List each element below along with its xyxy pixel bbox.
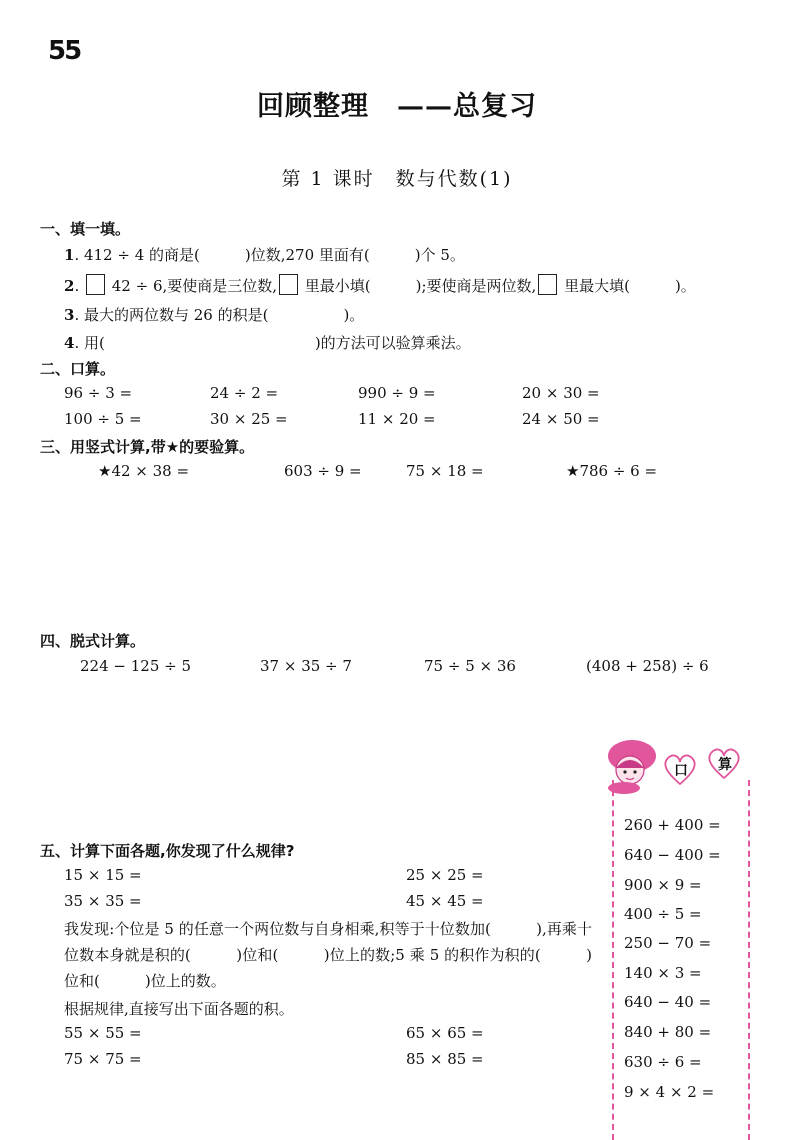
sidebar-label-kou: 口: [674, 763, 688, 779]
question-2: [64, 274, 696, 296]
sidebar-item: 640 − 40 =: [624, 993, 712, 1011]
step-calc-item: 37 × 35 ÷ 7: [260, 657, 352, 675]
question-number: 2: [64, 277, 75, 295]
mental-math-item: 100 ÷ 5 =: [64, 410, 142, 428]
page-title: 回顾整理 ——总复习: [257, 91, 537, 122]
sidebar-item: 140 × 3 =: [624, 964, 702, 982]
page-number: 55: [48, 36, 81, 66]
question-text-c: 里最小填( );要使商是两位数,: [300, 277, 537, 295]
pattern-item: 75 × 75 =: [64, 1050, 142, 1068]
question-text-b: 42 ÷ 6,要使商是三位数,: [106, 277, 278, 295]
instruction-text: 根据规律,直接写出下面各题的积。: [64, 1000, 294, 1018]
pattern-item: 45 × 45 =: [406, 892, 484, 910]
sidebar-item: 250 − 70 =: [624, 934, 712, 952]
question-1: [64, 244, 465, 265]
discovery-paragraph: 我发现:个位是 5 的任意一个两位数与自身相乘,积等于十位数加( ),再乘十位数本身就是积的( )位和( )位上的数;5 乘 5 的积作为积的( )位和( )位上的数。: [64, 920, 592, 990]
question-number: 4: [64, 334, 75, 352]
question-text: . 最大的两位数与 26 的积是( )。: [74, 306, 365, 324]
mental-math-item: 96 ÷ 3 =: [64, 384, 133, 402]
pattern-item: 85 × 85 =: [406, 1050, 484, 1068]
vertical-calc-item: 603 ÷ 9 =: [284, 462, 362, 480]
mental-math-item: 24 × 50 =: [522, 410, 600, 428]
answer-box[interactable]: [538, 274, 557, 295]
section-5-heading: 五、计算下面各题,你发现了什么规律?: [40, 842, 295, 860]
question-text-a: .: [74, 277, 84, 295]
section-4-heading: 四、脱式计算。: [40, 632, 146, 650]
sidebar-item: 630 ÷ 6 =: [624, 1053, 702, 1071]
answer-box[interactable]: [86, 274, 105, 295]
mental-math-sidebar: [612, 740, 752, 1104]
sidebar-item: 900 × 9 =: [624, 876, 702, 894]
question-text-d: 里最大填( )。: [559, 277, 696, 295]
sidebar-item: 260 + 400 =: [624, 816, 721, 834]
pattern-item: 65 × 65 =: [406, 1024, 484, 1042]
mental-math-item: 20 × 30 =: [522, 384, 600, 402]
mental-math-item: 11 × 20 =: [358, 410, 436, 428]
mental-math-item: 990 ÷ 9 =: [358, 384, 436, 402]
section-3-heading: 三、用竖式计算,带★的要验算。: [40, 438, 255, 456]
step-calc-item: 75 ÷ 5 × 36: [424, 657, 516, 675]
mental-math-item: 24 ÷ 2 =: [210, 384, 279, 402]
step-calc-item: 224 − 125 ÷ 5: [80, 657, 192, 675]
sidebar-item: 640 − 400 =: [624, 846, 721, 864]
question-number: 1: [64, 246, 75, 264]
sidebar-item: 9 × 4 × 2 =: [624, 1083, 715, 1101]
sidebar-item: 840 + 80 =: [624, 1023, 712, 1041]
question-text: . 用( )的方法可以验算乘法。: [74, 334, 471, 352]
sidebar-item: 400 ÷ 5 =: [624, 905, 702, 923]
vertical-calc-item: ★42 × 38 =: [98, 462, 190, 480]
mental-math-item: 30 × 25 =: [210, 410, 288, 428]
section-1-heading: 一、填一填。: [40, 220, 131, 238]
section-2-heading: 二、口算。: [40, 360, 116, 378]
pattern-item: 15 × 15 =: [64, 866, 142, 884]
pattern-item: 35 × 35 =: [64, 892, 142, 910]
question-3: [64, 304, 364, 325]
question-4: [64, 332, 471, 353]
lesson-subtitle: 第 1 课时 数与代数(1): [281, 168, 513, 190]
pattern-item: 55 × 55 =: [64, 1024, 142, 1042]
pattern-item: 25 × 25 =: [406, 866, 484, 884]
answer-box[interactable]: [279, 274, 298, 295]
question-number: 3: [64, 306, 75, 324]
question-text: . 412 ÷ 4 的商是( )位数,270 里面有( )个 5。: [74, 246, 465, 264]
step-calc-item: (408 + 258) ÷ 6: [586, 657, 709, 675]
sidebar-label-suan: 算: [718, 757, 732, 773]
vertical-calc-item: ★786 ÷ 6 =: [566, 462, 658, 480]
vertical-calc-item: 75 × 18 =: [406, 462, 484, 480]
